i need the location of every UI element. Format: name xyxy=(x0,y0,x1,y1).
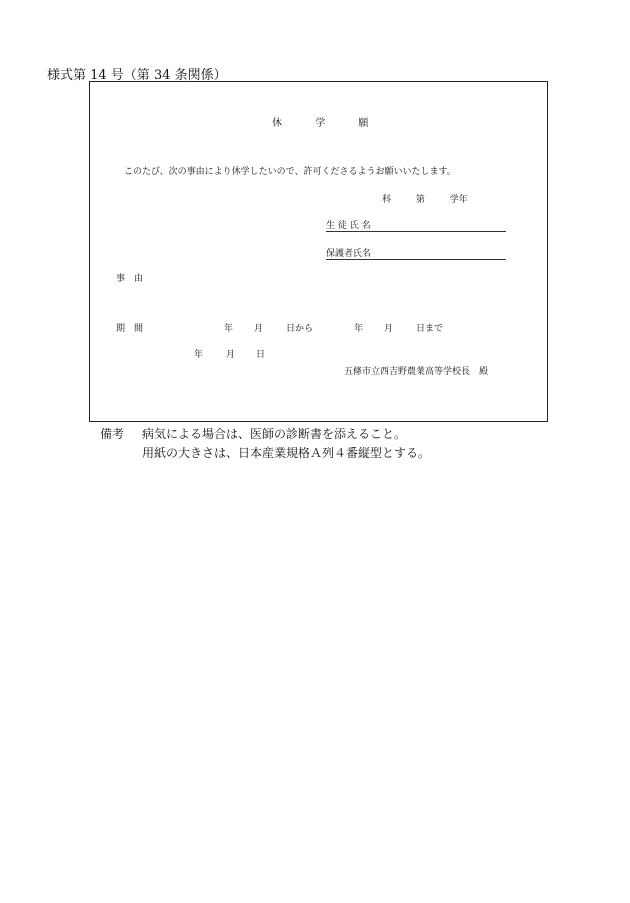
intro-text: このたび、次の事由により休学したいので、許可くださるようお願いいたします。 xyxy=(124,167,456,177)
grade-dai: 第 xyxy=(415,195,425,205)
period-month-2: 月 xyxy=(384,324,394,334)
form-number-heading: 様式第 14 号（第 34 条関係） xyxy=(47,68,227,83)
period-day-until: 日まで xyxy=(416,324,444,334)
period-line xyxy=(116,321,443,334)
notes-text-1: 病気による場合は、医師の診断書を添えること。 xyxy=(142,427,407,441)
notes-line-1 xyxy=(100,425,430,444)
title-char-2: 学 xyxy=(315,118,326,129)
reason-label: 事 由 xyxy=(116,274,144,284)
notes-line-2 xyxy=(100,444,430,463)
form-title xyxy=(272,114,368,129)
date-month: 月 xyxy=(226,350,236,360)
notes-text-2: 用紙の大きさは、日本産業規格Ａ列４番縦型とする。 xyxy=(142,446,431,460)
notes-label: 備考 xyxy=(100,427,125,441)
student-name-label: 生 徒 氏 名 xyxy=(326,221,371,231)
grade-ka: 科 xyxy=(382,195,392,205)
guardian-name-label: 保護者氏名 xyxy=(326,249,372,259)
period-year-2: 年 xyxy=(354,324,364,334)
student-name-field xyxy=(326,218,506,232)
application-date xyxy=(194,347,265,360)
period-label: 期 間 xyxy=(116,324,144,334)
title-char-1: 休 xyxy=(272,118,282,129)
period-month-1: 月 xyxy=(254,324,264,334)
grade-line xyxy=(382,192,468,205)
date-day: 日 xyxy=(256,350,266,360)
period-day-from: 日から xyxy=(286,324,314,334)
addressee: 五條市立西吉野農業高等学校長 殿 xyxy=(344,367,489,377)
grade-gakunen: 学年 xyxy=(449,195,468,205)
notes-block xyxy=(100,425,430,463)
period-year-1: 年 xyxy=(224,324,234,334)
title-char-3: 願 xyxy=(358,118,369,129)
date-year: 年 xyxy=(194,350,204,360)
guardian-name-field xyxy=(326,246,506,260)
